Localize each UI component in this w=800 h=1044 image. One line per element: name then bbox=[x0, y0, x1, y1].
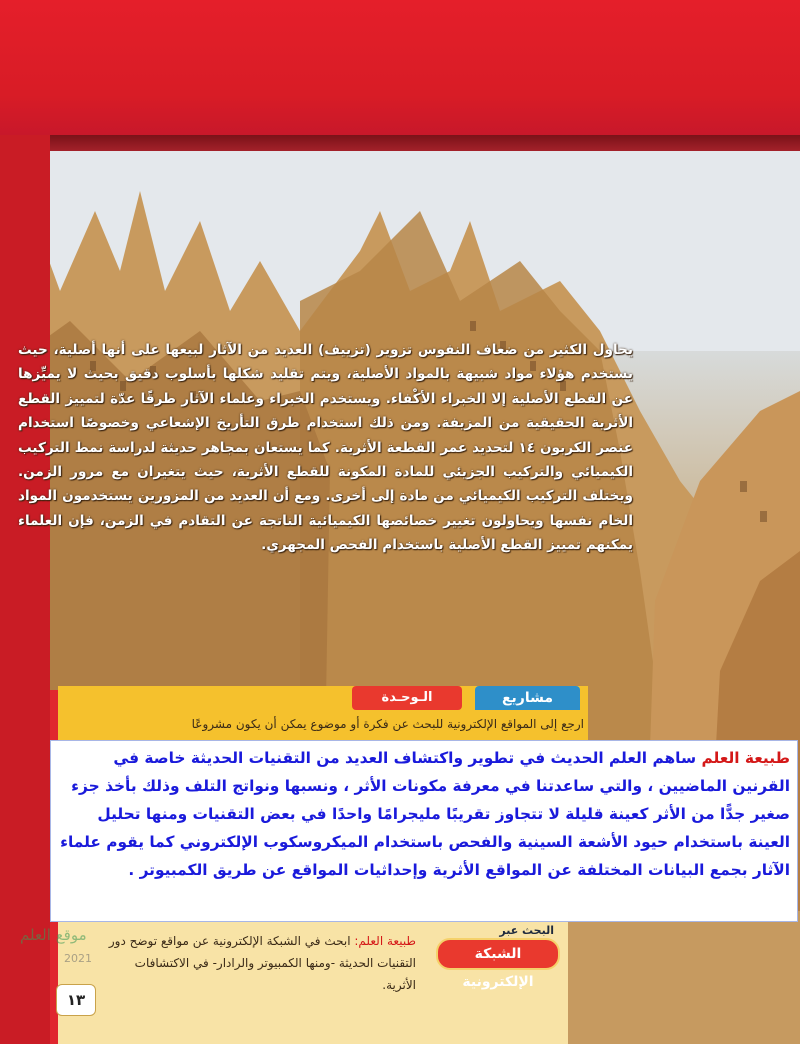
science-nature-text bbox=[58, 744, 790, 884]
unit-label: الـوحـدة bbox=[352, 686, 462, 710]
watermark-brand: موقع العلم bbox=[20, 926, 87, 944]
web-research-badge bbox=[420, 920, 570, 990]
science-nature-body: ساهم العلم الحديث في تطوير واكتشاف العديد من التقنيات الحديثة خاصة في القرنين الماضيين ، والتي ساعدتنا في معرفة مكونات الأثر ، ونسبها ونواتج التلف وذلك بأخذ جزء صغير جدًّا من الأثر كعينة قليلة لا تتجاوز تقريبًا مليجرامًا واحدًا في بعض التقنيات ومنها تحليل العينة باستخدام حيود الأشعة السينية والفحص باستخدام الميكروسكوب الإلكتروني كما يقوم علماء الآثار بجمع البيانات المختلفة عن المواقع الأثرية وإحداثيات المواقع عن طريق الكمبيوتر . bbox=[60, 749, 790, 879]
page-number: ١٣ bbox=[56, 984, 96, 1016]
bottom-body: ابحث في الشبكة الإلكترونية عن مواقع توضح دور التقنيات الحديثة -ومنها الكمبيوتر والرادار- في الاكتشافات الأثرية. bbox=[108, 934, 416, 992]
projects-label: مشاريع bbox=[475, 686, 580, 710]
top-band-stripe bbox=[0, 135, 800, 151]
main-paragraph: يحاول الكثير من ضعاف النفوس تزوير (تزييف) العديد من الآثار لبيعها على أنها أصلية، حيث يستخدم هؤلاء مواد شبيهة بالمواد الأصلية، ويتم تقليد شكلها بأسلوب دقيق بحيث لا يميِّزها عن القطع الأصلية إلا الخبراء الأكْفاء. ويستخدم الخبراء وعلماء الآثار طرقًا عدّة لتمييز القطع الأثرية الحقيقية من المزيفة. ومن ذلك استخدام طرق التأريخ الإشعاعي وخصوصًا استخدام عنصر الكربون ١٤ لتحديد عمر القطعة الأثرية. كما يستعان بمجاهر حديثة لدراسة نمط التركيب الكيميائي والتركيب الجزيئي للمادة المكونة للقطع الأثرية، حيث يتغيران مع مرور الزمن. ويختلف التركيب الكيميائي من مادة إلى أخرى. ومع أن العديد من المزورين يستخدمون المواد الخام نفسها ويحاولون تغيير خصائصها الكيميائية الناتجة عن التقادم في الزمن، فإن العلماء يمكنهم تمييز القطع الأصلية باستخدام الفحص المجهري. bbox=[18, 342, 633, 554]
projects-text: ارجع إلى المواقع الإلكترونية للبحث عن فكرة أو موضوع يمكن أن يكون مشروعًا bbox=[191, 717, 584, 731]
top-red-band bbox=[0, 0, 800, 135]
watermark-year: 2021 bbox=[64, 952, 92, 965]
projects-tab bbox=[350, 686, 580, 712]
left-red-bar bbox=[0, 135, 50, 1044]
web-badge-small: البحث عبر bbox=[499, 924, 554, 937]
science-nature-lead: طبيعة العلم bbox=[701, 749, 790, 767]
bottom-text bbox=[100, 930, 416, 996]
bottom-lead: طبيعة العلم: bbox=[354, 934, 416, 948]
web-badge-big: الشبكة الإلكترونية bbox=[436, 938, 560, 970]
